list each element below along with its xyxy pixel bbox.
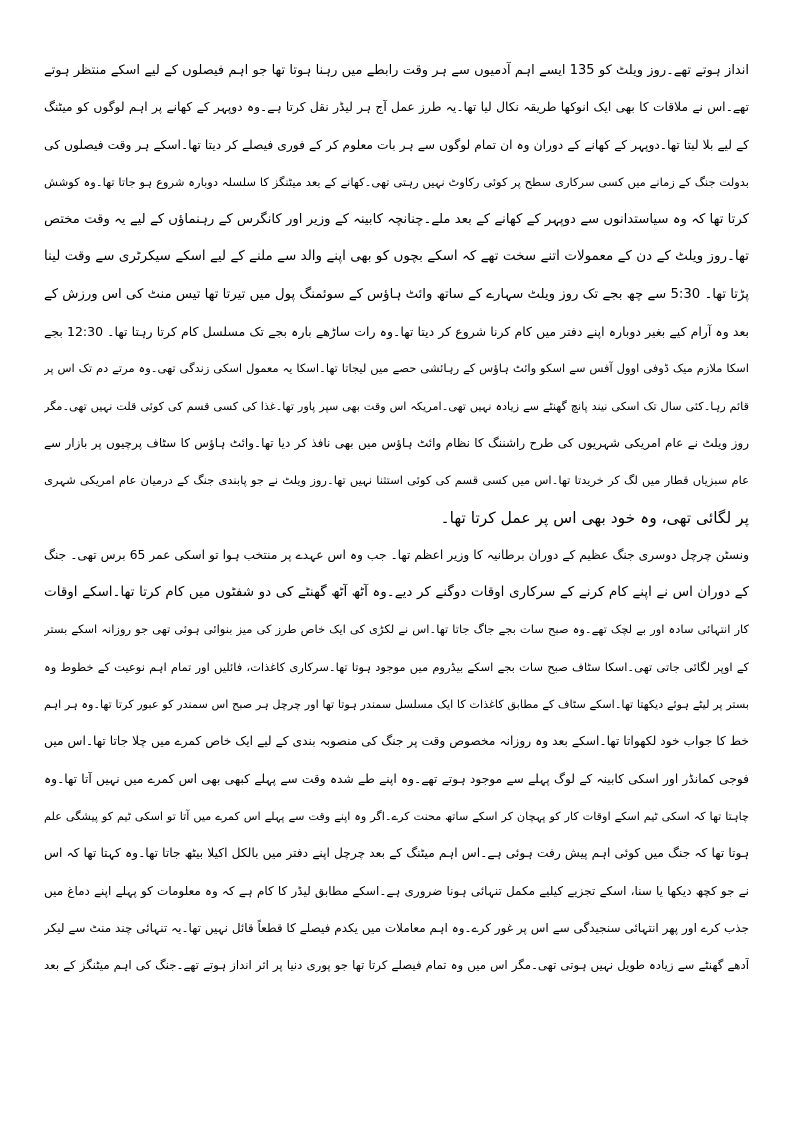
text-line: پڑتا تھا۔ 5:30 سے چھ بجے تک روز ویلٹ سہارے کے ساتھ وائٹ ہاؤس کے سوئمنگ پول میں تیرتا تھا تیس منٹ کی اس ورزش کے [44, 286, 749, 302]
text-line: جذب کرے اور پھر انتہائی سنجیدگی سے اس پر غور کرے۔وہ اہم معاملات میں یکدم فیصلے کا قطعاً قائل نہیں تھا۔یہ تنہائی چند منٹ سے لیکر [44, 920, 749, 935]
text-line: کرتا تھا کہ وہ سیاستدانوں سے دوپہر کے کھانے کے بعد ملے۔چنانچہ کابینہ کے وزیر اور کانگرس کے رہنماؤں کے لیے یہ وقت مختص [44, 212, 749, 228]
text-line: روز ویلٹ نے عام امریکی شہریوں کی طرح راشننگ کا نظام وائٹ ہاؤس میں بھی نافذ کر دیا تھا۔وائٹ ہاؤس کا سٹاف پرچیوں پر بازار سے [44, 435, 749, 450]
text-line: تھا۔روز ویلٹ کے دن کے معمولات اتنے سخت تھے کہ اسکے بچوں کو بھی اپنے والد سے ملنے کے لیے اسکے سیکرٹری سے وقت لینا [44, 248, 749, 265]
text-line: کار انتہائی سادہ اور بے لچک تھے۔وہ صبح سات بجے جاگ جاتا تھا۔اس نے لکڑی کی ایک خاص طرز کی میز بنوائی ہوئی تھی جو روزانہ اسکے بستر [44, 622, 749, 637]
text-line: ہوتا تھا کہ جنگ میں کوئی اہم پیش رفت ہوئی ہے۔اس اہم میٹنگ کے بعد چرچل اپنے دفتر میں بالکل اکیلا بیٹھ جاتا تھا۔وہ کہتا تھا کہ اس [44, 846, 749, 861]
text-line: کے لیے بلا لیتا تھا۔دوپہر کے کھانے کے دوران وہ ان تمام لوگوں سے ہر بات معلوم کر کے فوری فیصلے کر دیتا تھا۔اسکے ہر وقت فیصلوں کی [44, 137, 749, 152]
body-text [44, 52, 749, 984]
text-line: کے دوران اس نے اپنے کام کرنے کے سرکاری اوقات دوگنے کر دیے۔وہ آٹھ آٹھ گھنٹے کی دو شفٹوں میں کام کرتا تھا۔اسکے اوقات [44, 584, 749, 601]
text-line: بدولت جنگ کے زمانے میں کسی سرکاری سطح پر کوئی رکاوٹ نہیں رہتی تھی۔کھانے کے بعد میٹنگز کا سلسلہ دوبارہ شروع ہو جاتا تھا۔وہ کوشش [44, 174, 749, 189]
text-line: فوجی کمانڈر اور اسکی کابینہ کے لوگ پہلے سے موجود ہوتے تھے۔وہ اپنے طے شدہ وقت سے پہلے کبھی بھی اس کمرے میں نہیں آتا تھا۔وہ [44, 771, 749, 786]
text-line: قائم رہا۔کئی سال تک اسکی نیند پانچ گھنٹے سے زیادہ نہیں تھی۔امریکہ اس وقت بھی سپر پاور تھا۔غذا کی کسی قسم کی کوئی قلت نہیں تھی۔مگر [44, 399, 749, 413]
text-line: تھے۔اس نے ملاقات کا بھی ایک انوکھا طریقہ نکال لیا تھا۔یہ طرز عمل آج ہر لیڈر نقل کرتا ہے۔وہ دوپہر کے کھانے پر اہم لوگوں کو میٹنگ [44, 100, 749, 115]
text-line: بستر پر لیٹے ہوئے دیکھتا تھا۔اسکے سٹاف کے مطابق کاغذات کا ایک مسلسل سمندر ہوتا تھا اور چرچل ہر صبح اس سمندر کو عبور کرتا تھا۔وہ ہر اہم [44, 698, 749, 712]
text-line: آدھے گھنٹے سے زیادہ طویل نہیں ہوتی تھی۔مگر اس میں وہ تمام فیصلے کرتا تھا جو پوری دنیا پر اثر انداز ہوتے تھے۔جنگ کی اہم میٹنگز کے بعد [44, 958, 749, 973]
text-line: چاہتا تھا کہ اسکی ٹیم اسکے اوقات کار کو پہچان کر اسکے ساتھ محنت کرے۔اگر وہ اپنے وقت سے پہلے اس کمرے میں آتا تو اسکی ٹیم کو پیشگی علم [44, 809, 749, 823]
text-line: انداز ہوتے تھے۔روز ویلٹ کو 135 ایسے اہم آدمیوں سے ہر وقت رابطے میں رہنا ہوتا تھا جو اہم فیصلوں کے لیے اسکے منتظر ہوتے [44, 63, 749, 78]
text-line: نے جو کچھ دیکھا یا سنا، اسکے تجزیے کیلیے مکمل تنہائی ہونا ضروری ہے۔اسکے مطابق لیڈر کا کام ہے کہ وہ معلومات کو پہلے اپنے دماغ میں [44, 883, 749, 898]
text-line: کے اوپر لگائی جاتی تھی۔اسکا سٹاف صبح سات بجے اسکے بیڈروم میں موجود ہوتا تھا۔سرکاری کاغذات، فائلیں اور تمام اہم نوعیت کے خطوط وہ [44, 659, 749, 674]
text-line: بعد وہ آرام کیے بغیر دوبارہ اپنے دفتر میں کام کرنا شروع کر دیتا تھا۔وہ رات ساڑھے بارہ بجے تک مسلسل کام کرتا رہتا تھا۔ 12:30 بجے [44, 324, 749, 340]
text-line: ونسٹن چرچل دوسری جنگ عظیم کے دوران برطانیہ کا وزیر اعظم تھا۔ جب وہ اس عہدے پر منتخب ہوا تو اسکی عمر 65 برس تھی۔ جنگ [44, 547, 749, 562]
text-line: اسکا ملازم میک ڈوفی اوول آفس سے اسکو وائٹ ہاؤس کے رہائشی حصے میں لیجاتا تھا۔اسکا یہ معمول اسکی زندگی تھی۔وہ مرتے دم تک اس پر [44, 361, 749, 376]
text-line: عام سبزیاں قطار میں لگ کر خریدتا تھا۔اس میں کسی قسم کی کوئی استثنا نہیں تھا۔روز ویلٹ نے جو پابندی جنگ کے درمیان عام امریکی شہری [44, 473, 749, 488]
paragraph-end-line: پر لگائی تھی، وہ خود بھی اس پر عمل کرتا تھا۔ [440, 508, 749, 527]
text-line: خط کا جواب خود لکھواتا تھا۔اسکے بعد وہ روزانہ مخصوص وقت پر جنگ کی منصوبہ بندی کے لیے ایک خاص کمرے میں چلا جاتا تھا۔اس میں [44, 734, 749, 749]
